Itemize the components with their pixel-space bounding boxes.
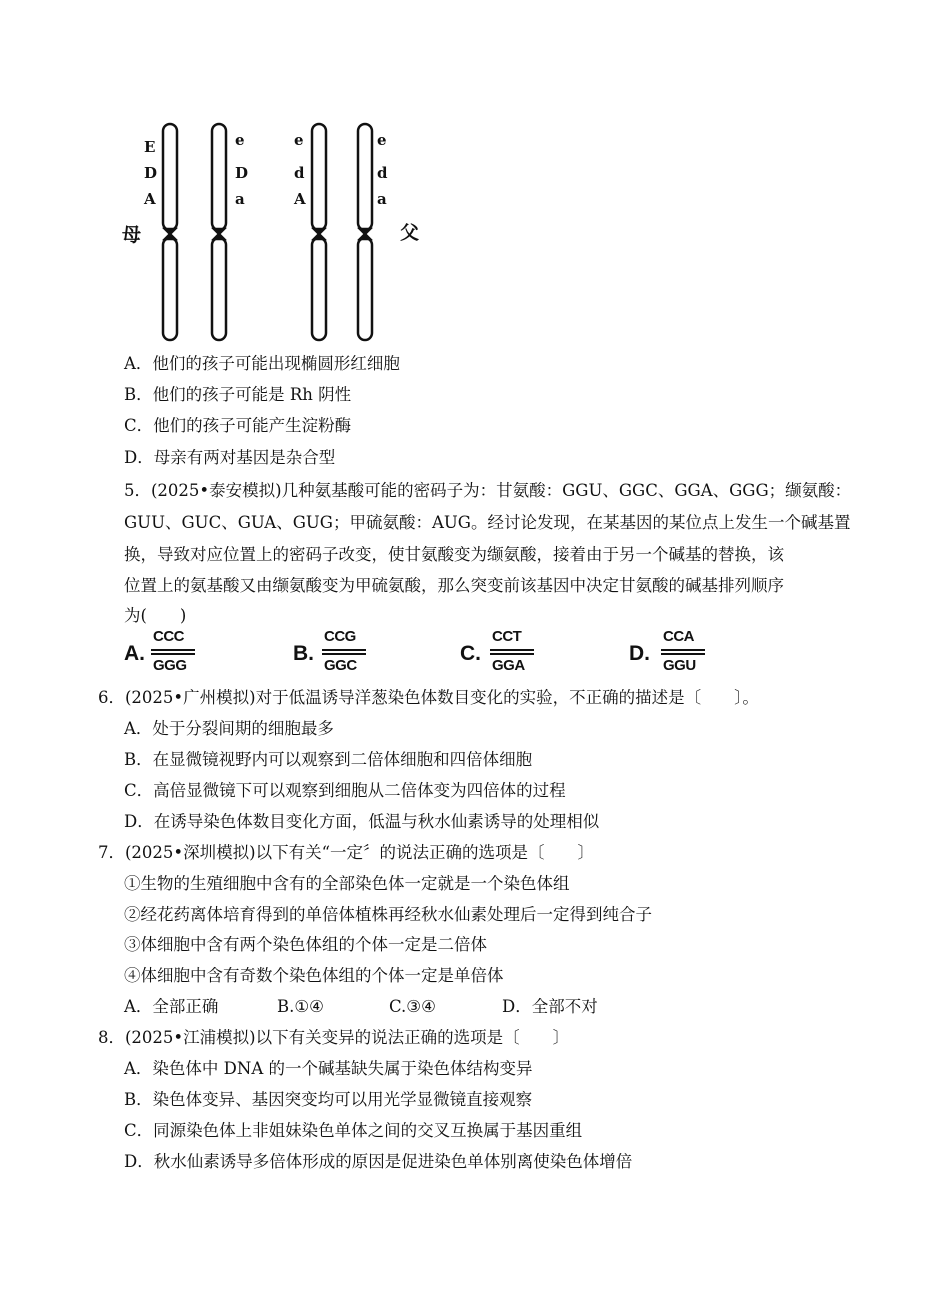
gene-label: e (235, 131, 245, 149)
gene-label: E (144, 138, 156, 156)
gene-label: a (377, 190, 387, 208)
q5-option-top-strand: CCG (324, 628, 356, 645)
q7-option-d: D．全部不对 (502, 997, 598, 1016)
strand-bar (151, 649, 195, 651)
q6-option-b: B．在显微镜视野内可以观察到二倍体细胞和四倍体细胞 (124, 750, 533, 769)
gene-label: D (144, 164, 158, 182)
q5-option-bottom-strand: GGC (324, 657, 357, 674)
q5-option-letter: A. (124, 642, 145, 665)
q6-option-d: D．在诱导染色体数目变化方面，低温与秋水仙素诱导的处理相似 (124, 812, 600, 831)
q4-option-a: A．他们的孩子可能出现椭圆形红细胞 (124, 354, 400, 373)
q4-option-b: B．他们的孩子可能是 Rh 阴性 (124, 385, 352, 404)
q6-option-a: A．处于分裂间期的细胞最多 (124, 719, 334, 738)
gene-label: D (235, 164, 249, 182)
father-label: 父 (400, 222, 420, 244)
mother-label: 母 (122, 224, 142, 246)
q5-option-top-strand: CCA (663, 628, 694, 645)
q7-option-a: A．全部正确 (124, 997, 219, 1016)
q5-option-bottom-strand: GGU (663, 657, 696, 674)
gene-label: e (294, 131, 304, 149)
gene-label: e (377, 131, 387, 149)
q5-option-bottom-strand: GGG (153, 657, 187, 674)
chromosome-figure (0, 0, 950, 350)
gene-label: d (294, 164, 305, 182)
q5-option-top-strand: CCT (492, 628, 522, 645)
q5-stem-line-1: 5．(2025•泰安模拟)几种氨基酸可能的密码子为：甘氨酸：GGU、GGC、GGA、GGG；缬氨酸： (124, 481, 852, 500)
q5-option-letter: C. (460, 642, 481, 665)
q5-stem-line-2: GUU、GUC、GUA、GUG；甲硫氨酸：AUG。经讨论发现，在某基因的某位点上发生一个碱基置 (124, 513, 851, 532)
q8-option-b: B．染色体变异、基因突变均可以用光学显微镜直接观察 (124, 1090, 533, 1109)
strand-bar (322, 653, 366, 655)
strand-bar (151, 653, 195, 655)
q7-statement-1: ①生物的生殖细胞中含有的全部染色体一定就是一个染色体组 (124, 874, 570, 893)
chromosome-3 (312, 124, 326, 340)
q5-option-letter: D. (629, 642, 650, 665)
q5-stem-line-5: 为( ) (124, 606, 187, 625)
q8-stem: 8．(2025•江浦模拟)以下有关变异的说法正确的选项是〔 〕 (98, 1028, 570, 1047)
gene-label: d (377, 164, 388, 182)
chromosome-4 (358, 124, 372, 340)
q5-option-letter: B. (293, 642, 314, 665)
q5-option-top-strand: CCC (153, 628, 184, 645)
q6-stem: 6．(2025•广州模拟)对于低温诱导洋葱染色体数目变化的实验，不正确的描述是〔 〕。 (98, 688, 759, 707)
q7-option-c: C.③④ (389, 997, 436, 1016)
q8-option-a: A．染色体中 DNA 的一个碱基缺失属于染色体结构变异 (124, 1059, 533, 1078)
q8-option-d: D．秋水仙素诱导多倍体形成的原因是促进染色单体别离使染色体增倍 (124, 1152, 633, 1171)
q7-stem: 7．(2025•深圳模拟)以下有关“一定〞的说法正确的选项是〔 〕 (98, 843, 595, 862)
q4-option-d: D．母亲有两对基因是杂合型 (124, 448, 336, 467)
strand-bar (661, 649, 705, 651)
gene-label: a (235, 190, 245, 208)
chromosome-1 (163, 124, 177, 340)
gene-label: A (294, 190, 306, 208)
q7-option-b: B.①④ (277, 997, 324, 1016)
q8-option-c: C．同源染色体上非姐妹染色单体之间的交叉互换属于基因重组 (124, 1121, 583, 1140)
q5-stem-line-4: 位置上的氨基酸又由缬氨酸变为甲硫氨酸，那么突变前该基因中决定甘氨酸的碱基排列顺序 (124, 576, 784, 595)
q4-option-c: C．他们的孩子可能产生淀粉酶 (124, 416, 352, 435)
q7-statement-4: ④体细胞中含有奇数个染色体组的个体一定是单倍体 (124, 966, 504, 985)
strand-bar (490, 649, 534, 651)
q6-option-c: C．高倍显微镜下可以观察到细胞从二倍体变为四倍体的过程 (124, 781, 566, 800)
strand-bar (661, 653, 705, 655)
q5-option-bottom-strand: GGA (492, 657, 525, 674)
q7-statement-3: ③体细胞中含有两个染色体组的个体一定是二倍体 (124, 935, 487, 954)
strand-bar (490, 653, 534, 655)
gene-label: A (144, 190, 156, 208)
strand-bar (322, 649, 366, 651)
q5-stem-line-3: 换，导致对应位置上的密码子改变，使甘氨酸变为缬氨酸，接着由于另一个碱基的替换，该 (124, 545, 784, 564)
chromosome-2 (212, 124, 226, 340)
q7-statement-2: ②经花药离体培育得到的单倍体植株再经秋水仙素处理后一定得到纯合子 (124, 905, 652, 924)
